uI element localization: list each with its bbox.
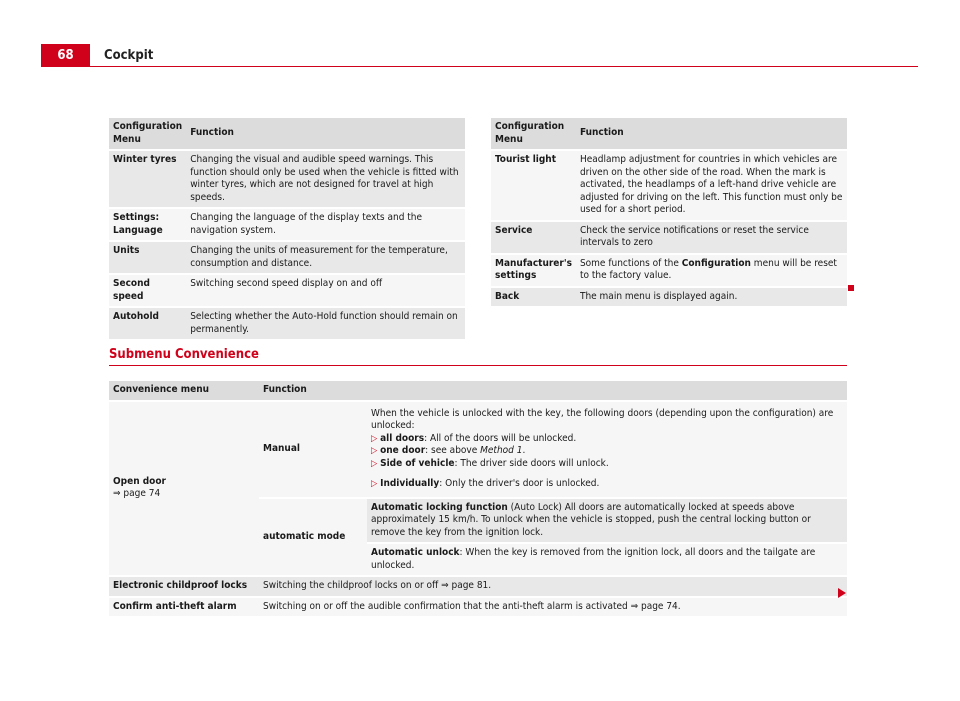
value-text: menu will be reset to the factory value. bbox=[579, 257, 837, 281]
item-value: : When the key is removed from the ignition lock, all doors and the tailgate are unlocked. bbox=[371, 547, 816, 571]
item-key: one door bbox=[380, 445, 426, 456]
triangle-right-icon: ▷ bbox=[371, 446, 378, 456]
col-header-menu: Convenience menu bbox=[109, 381, 259, 400]
automatic-label: automatic mode bbox=[259, 499, 367, 576]
square-end-icon bbox=[848, 285, 854, 291]
row-value: Switching on or off the audible confirmation that the anti-theft alarm is activated ⇒ page 74. bbox=[259, 598, 847, 617]
table-row bbox=[109, 242, 465, 273]
submenu-section bbox=[109, 347, 847, 366]
row-value: Headlamp adjustment for countries in which vehicles are driven on the other side of the road. When the mark is activated, the headlamps of a left-hand drive vehicle are adjusted for driving on the left. This function must only be used for a short period. bbox=[576, 151, 847, 220]
table-row bbox=[109, 598, 847, 617]
item-value: : see above bbox=[425, 445, 481, 456]
list-item bbox=[371, 478, 843, 491]
value-emph: Configuration bbox=[681, 257, 751, 269]
page-number: 68 bbox=[41, 44, 90, 67]
table-row bbox=[491, 222, 847, 253]
open-door-cell bbox=[109, 402, 259, 576]
row-key: Service bbox=[491, 222, 576, 253]
row-key: Manufacturer's settings bbox=[491, 255, 576, 286]
arrow-right-icon bbox=[838, 588, 846, 598]
item-key: Automatic locking function bbox=[371, 501, 508, 513]
item-end: . bbox=[522, 445, 526, 456]
table-row bbox=[109, 308, 465, 339]
row-key: Electronic childproof locks bbox=[109, 577, 259, 596]
item-key: Automatic unlock bbox=[371, 547, 460, 558]
row-key: Second speed bbox=[109, 275, 186, 306]
col-header-function: Function bbox=[186, 118, 465, 149]
row-value: Switching the childproof locks on or off ⇒ page 81. bbox=[259, 577, 847, 596]
page-ref: ⇒ page 74 bbox=[113, 488, 161, 500]
manual-desc bbox=[367, 402, 847, 497]
list-item bbox=[371, 433, 843, 446]
table-row bbox=[491, 255, 847, 286]
row-key: Units bbox=[109, 242, 186, 273]
convenience-table bbox=[109, 379, 847, 618]
manual-label: Manual bbox=[259, 402, 367, 497]
header-rule bbox=[90, 66, 918, 67]
row-key: Autohold bbox=[109, 308, 186, 339]
triangle-right-icon: ▷ bbox=[371, 458, 378, 469]
section-rule bbox=[109, 365, 847, 366]
row-value: Selecting whether the Auto-Hold function should remain on permanently. bbox=[186, 308, 465, 339]
table-row bbox=[109, 209, 465, 240]
row-value: The main menu is displayed again. bbox=[576, 288, 847, 307]
config-table-left bbox=[109, 116, 465, 341]
value-text: Some functions of the bbox=[579, 257, 682, 269]
item-emph: Method 1 bbox=[480, 445, 523, 456]
config-table-right bbox=[491, 116, 847, 308]
item-key: Individually bbox=[380, 478, 440, 489]
row-value: Switching second speed display on and off bbox=[186, 275, 465, 306]
row-value: Changing the units of measurement for the temperature, consumption and distance. bbox=[186, 242, 465, 273]
table-row bbox=[491, 151, 847, 220]
manual-intro: When the vehicle is unlocked with the key, the following doors (depending upon the configuration) are unlocked: bbox=[371, 407, 834, 431]
col-header-function: Function bbox=[259, 381, 847, 400]
item-key: Side of vehicle bbox=[380, 457, 455, 469]
table-row bbox=[109, 402, 847, 497]
page-title: Cockpit bbox=[104, 48, 154, 63]
page-header bbox=[41, 44, 918, 68]
item-value: : All of the doors will be unlocked. bbox=[424, 432, 577, 444]
auto-unlock-desc bbox=[367, 544, 847, 575]
row-key: Winter tyres bbox=[109, 151, 186, 207]
table-row bbox=[109, 275, 465, 306]
row-value: Changing the visual and audible speed warnings. This function should only be used when the vehicle is fitted with winter tyres, which are not designed for travel at high speeds. bbox=[186, 151, 465, 207]
item-value: (Auto Lock) All doors are automatically locked at speeds above approximately 15 km/h. To unlock when the vehicle is stopped, push the central locking button or remove the key from the ignition lock. bbox=[371, 501, 811, 538]
list-item bbox=[371, 445, 843, 458]
table-row bbox=[109, 577, 847, 596]
row-value: Check the service notifications or reset the service intervals to zero bbox=[576, 222, 847, 253]
col-header-menu: Configuration Menu bbox=[109, 118, 186, 149]
row-key: Confirm anti-theft alarm bbox=[109, 598, 259, 617]
row-key: Tourist light bbox=[491, 151, 576, 220]
row-key: Back bbox=[491, 288, 576, 307]
open-door-label: Open door bbox=[113, 475, 166, 487]
triangle-right-icon: ▷ bbox=[371, 433, 378, 444]
triangle-right-icon: ▷ bbox=[371, 479, 378, 489]
auto-lock-desc bbox=[367, 499, 847, 543]
row-value bbox=[576, 255, 847, 286]
list-item bbox=[371, 458, 843, 471]
row-key: Settings: Language bbox=[109, 209, 186, 240]
table-row bbox=[109, 151, 465, 207]
col-header-function: Function bbox=[576, 118, 847, 149]
table-row bbox=[491, 288, 847, 307]
col-header-menu: Configuration Menu bbox=[491, 118, 576, 149]
row-value: Changing the language of the display texts and the navigation system. bbox=[186, 209, 465, 240]
section-title: Submenu Convenience bbox=[109, 347, 259, 362]
item-value: : Only the driver's door is unlocked. bbox=[439, 478, 600, 489]
item-value: : The driver side doors will unlock. bbox=[454, 457, 609, 469]
item-key: all doors bbox=[380, 432, 425, 444]
